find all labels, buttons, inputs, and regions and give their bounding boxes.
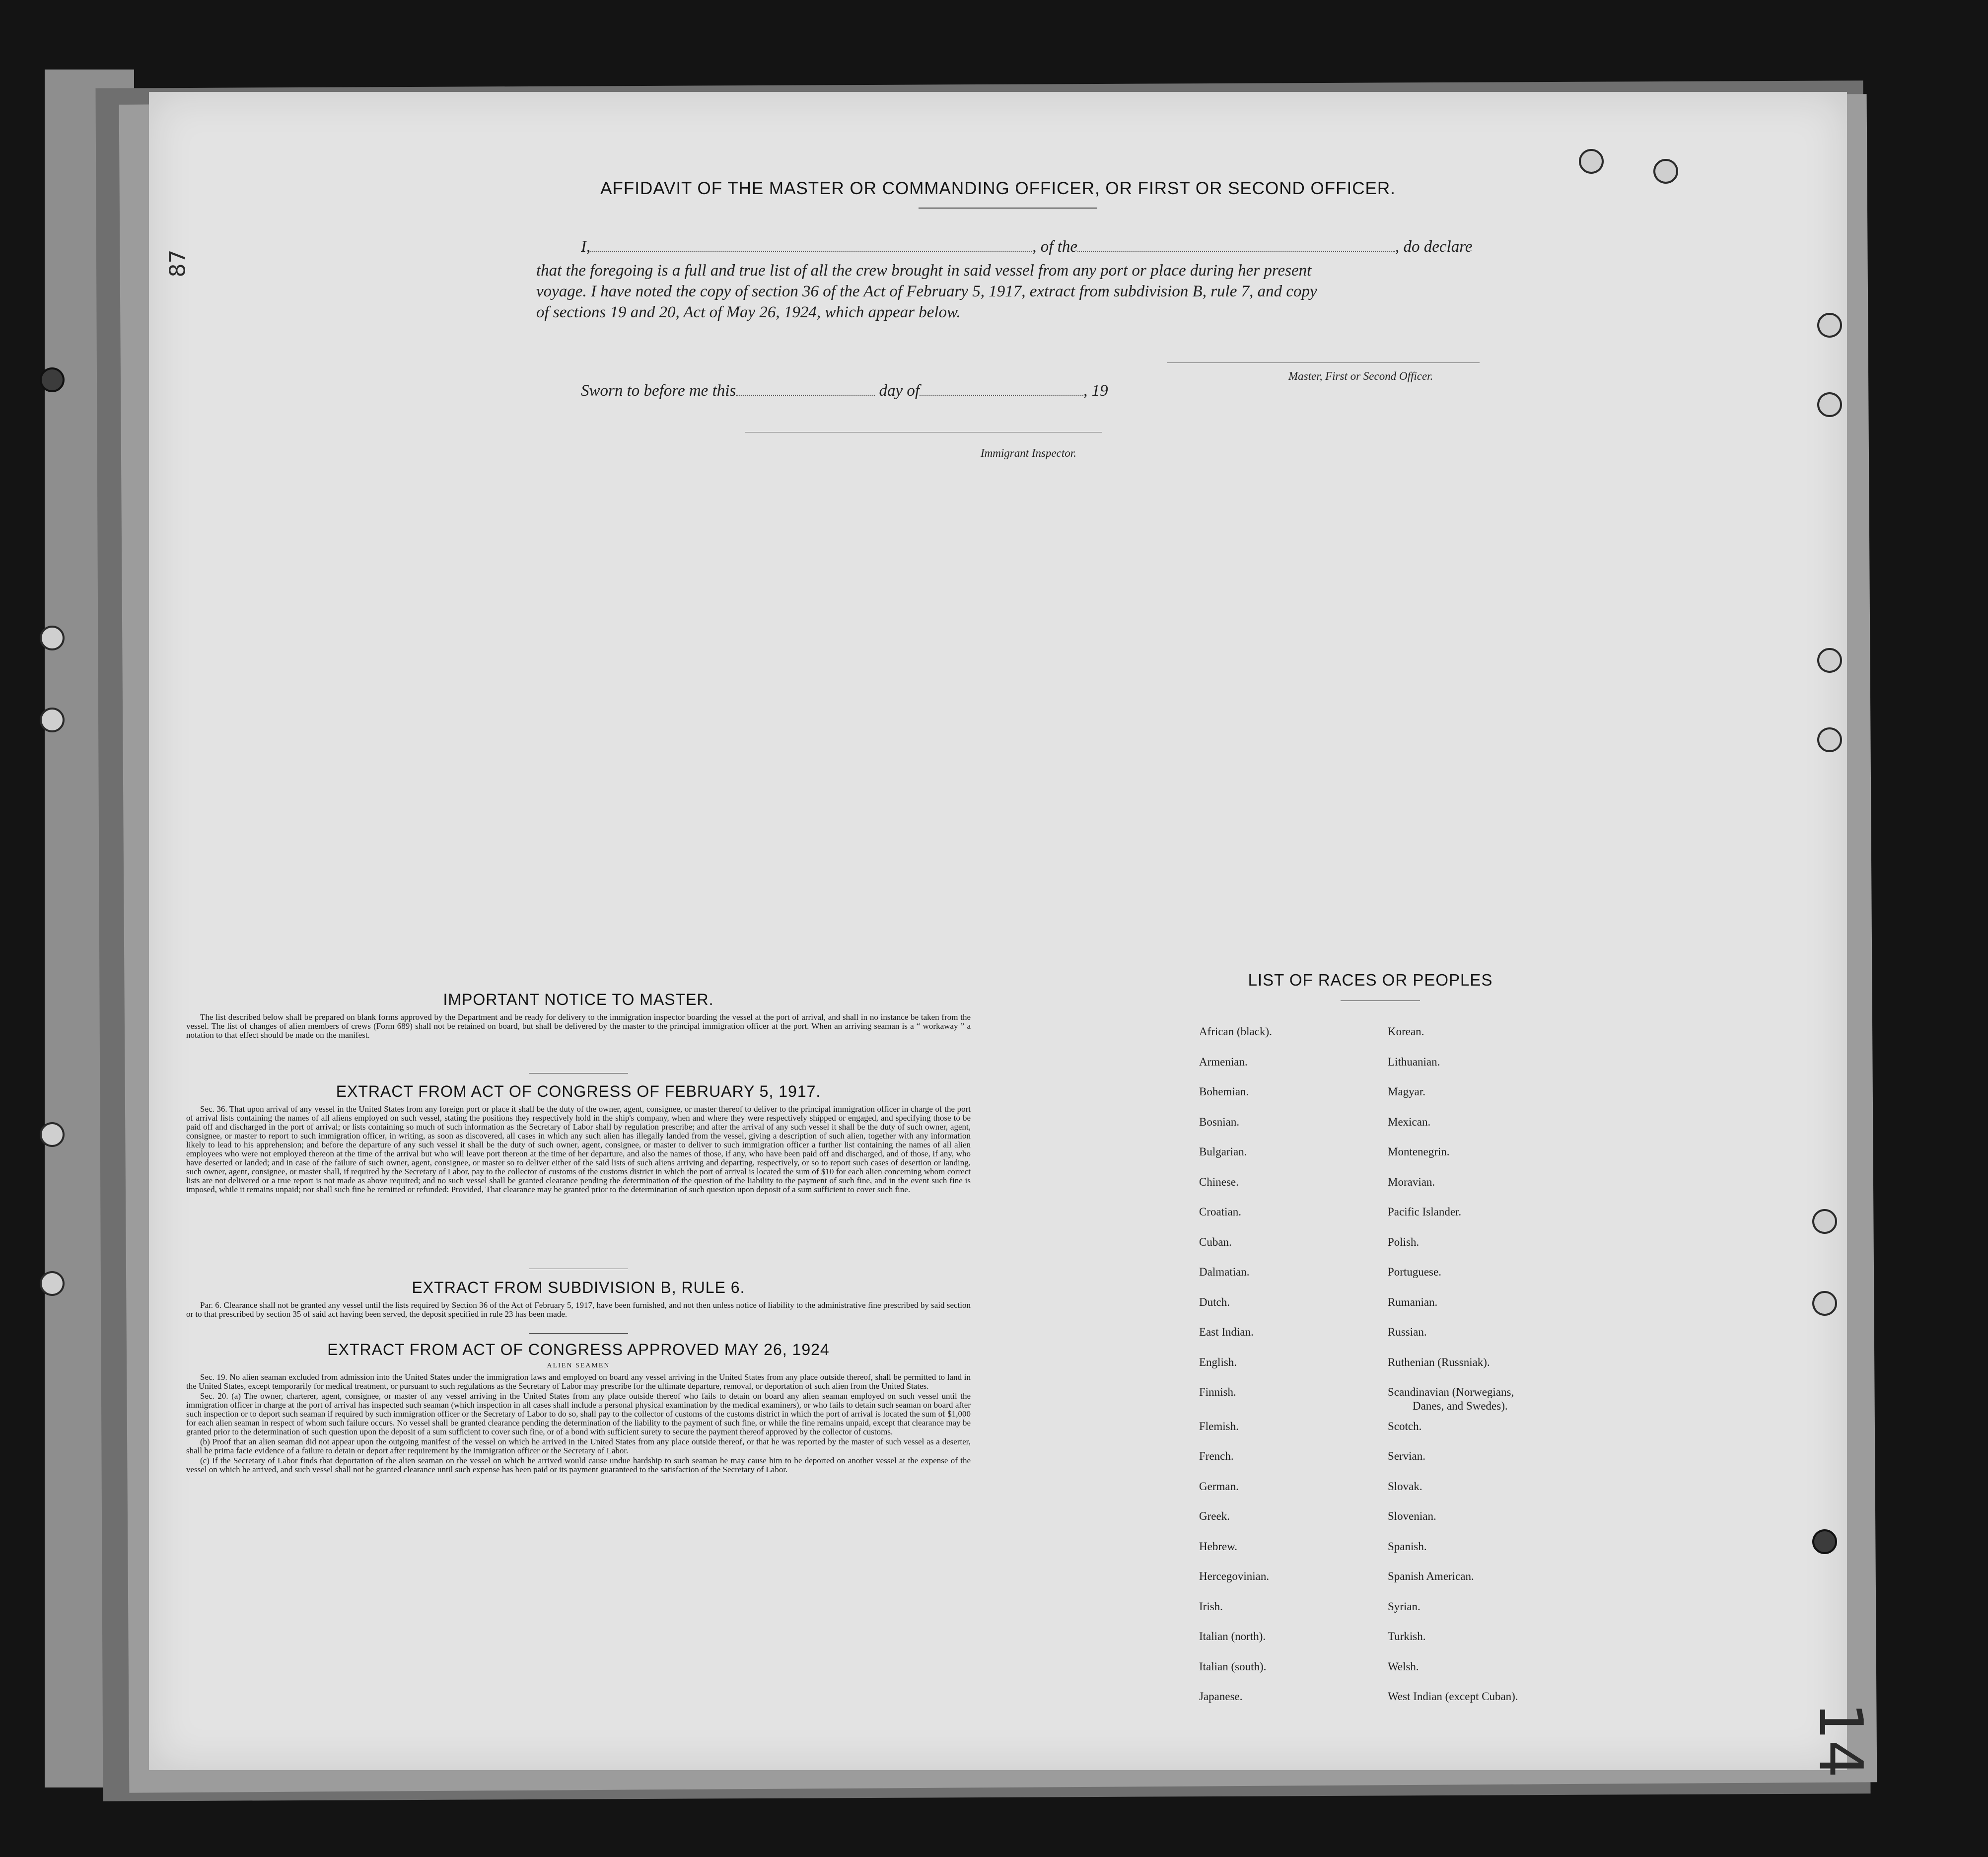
race-item: Spanish American. [1388,1570,1474,1582]
binder-hole [40,626,65,650]
affidavit-i: I, [581,238,591,256]
race-item: West Indian (except Cuban). [1388,1690,1518,1703]
race-item: Dalmatian. [1199,1266,1250,1278]
binder-hole [40,708,65,732]
alien-seamen-subtitle: ALIEN SEAMEN [547,1362,610,1369]
extract-1917-body [186,1105,971,1195]
subdivision-b-title: EXTRACT FROM SUBDIVISION B, RULE 6. [412,1279,745,1296]
race-item: Flemish. [1199,1420,1239,1432]
sworn-text: Sworn to before me this [581,382,736,400]
extract-1917-title: EXTRACT FROM ACT OF CONGRESS OF FEBRUARY 5, 1917. [336,1082,821,1100]
master-signature-label: Master, First or Second Officer. [1288,370,1433,382]
race-item: Slovenian. [1388,1510,1436,1522]
race-item: Korean. [1388,1025,1424,1038]
notice-body [186,1013,971,1041]
title-rule [919,208,1097,209]
affidavit-line-2: that the foregoing is a full and true list of all the crew brought in said vessel from any port or place during her present [536,262,1312,280]
sworn-day-blank [736,391,875,396]
sworn-year: , 19 [1083,382,1108,400]
sworn-month-blank [920,391,1083,396]
binder-hole [1812,1209,1837,1234]
section-rule [529,1333,628,1334]
race-item: Scotch. [1388,1420,1422,1432]
race-item: Italian (north). [1199,1630,1266,1643]
binder-hole [40,1122,65,1147]
race-item: Slovak. [1388,1480,1422,1493]
race-item: Turkish. [1388,1630,1426,1643]
binder-hole [1579,149,1604,174]
binder-hole [40,367,65,392]
margin-note: 87 [165,249,191,278]
race-item: Magyar. [1388,1085,1426,1098]
race-item: African (black). [1199,1025,1272,1038]
notice-title: IMPORTANT NOTICE TO MASTER. [443,991,714,1008]
race-item: Moravian. [1388,1176,1435,1188]
race-item: East Indian. [1199,1326,1254,1338]
races-title: LIST OF RACES OR PEOPLES [1248,971,1493,989]
binder-hole [40,1271,65,1296]
binder-hole [1817,648,1842,673]
sec20b-paragraph: (b) Proof that an alien seaman did not appear upon the outgoing manifest of the vessel on which he arrived in the United States from any place outside thereof, or that he was reported by the master of such vessel as a deserter, shall be prima facie evidence of a failure to detain or deport after requirement by the immigration officer or the Secretary of Labor. [186,1437,971,1455]
race-item: Greek. [1199,1510,1230,1522]
race-item: Hercegovinian. [1199,1570,1270,1582]
document-page [149,92,1875,1778]
race-item: Servian. [1388,1450,1426,1462]
race-item: Montenegrin. [1388,1145,1450,1158]
race-item: Japanese. [1199,1690,1243,1703]
sworn-day-of: day of [879,382,920,400]
binder-hole [1817,727,1842,752]
race-item: German. [1199,1480,1239,1493]
par6-paragraph: Par. 6. Clearance shall not be granted any vessel until the lists required by Section 36 of the Act of February 5, 1917, have been furnished, and not then unless notice of liability to the administrative fine prescribed by said section or to that prescribed by section 35 of said act having been served, the deposit specified in rule 23 has been made. [186,1300,971,1319]
race-item: Scandinavian (Norwegians, [1388,1386,1514,1398]
sec36-paragraph: Sec. 36. That upon arrival of any vessel in the United States from any foreign port or place it shall be the duty of the owner, agent, consignee, or master thereof to deliver to the principal immigration officer in charge of the port of arrival lists containing the names of all aliens employed on such vessel, stating the positions they respectively hold in the ship's company, when and where they were respectively shipped or engaged, and specifying those to be paid off and discharged in the port of arrival; or lists containing so much of such information as the Secretary of Labor shall by regulation prescribe; and after the arrival of any such vessel it shall be the duty of such owner, agent, consignee, or master to report to such immigration officer, in writing, as soon as discovered, all cases in which any such alien has illegally landed from the vessel, giving a description of such alien, together with any information likely to lead to his apprehension; and before the departure of any such vessel it shall be the duty of such owner, agent, consignee, or master to deliver to such immigration officer a further list containing the names of all alien employees who were not employed thereon at the time of the arrival but who will leave port thereon at the time of her departure, and also the names of those, if any, who have been paid off and discharged, and of those, if any, who have deserted or landed; and in case of the failure of such owner, agent, consignee, or master so to deliver either of the said lists of such aliens arriving and departing, respectively, or so to report such cases of desertion or landing, such owner, agent, consignee, or master shall, if required by the Secretary of Labor, pay to the collector of customs of the customs district in which the port of arrival is located the sum of $10 for each alien concerning whom correct lists are not delivered or a true report is not made as above required; and no such vessel shall be granted clearance pending the determination of the question of the liability to the payment of such fine, and in the event such fine is imposed, while it remains unpaid; nor shall such fine be remitted or refunded: Provided, That clearance may be granted prior to the determination of such question upon deposit of a sum sufficient to cover such fine. [186,1104,971,1194]
sec20a-paragraph: Sec. 20. (a) The owner, charterer, agent, consignee, or master of any vessel arriving in the United States from any place outside thereof who fails to detain on board any alien seaman employed on such vessel until the immigration officer in charge at the port of arrival has inspected such seaman (which inspection in all cases shall include a personal physical examination by the medical examiners), or who fails to detain such seaman on board after such inspection or to deport such seaman if required by such immigration officer or the Secretary of Labor to do so, shall pay to the collector of customs of the customs district in which the port of arrival is located the sum of $1,000 for each alien seaman in respect of whom such failure occurs. No vessel shall be granted clearance pending the determination of the liability to the payment of such fine, or while the fine remains unpaid, except that clearance may be granted prior to the determination of such question upon the deposit of a sum sufficient to cover such fine, or of a bond with sufficient surety to secure the payment thereof approved by the collector of customs. [186,1391,971,1436]
race-item: Bohemian. [1199,1085,1249,1098]
sec19-paragraph: Sec. 19. No alien seaman excluded from admission into the United States under the immigration laws and employed on board any vessel arriving in the United States from any place outside thereof, shall be permitted to land in the United States, except temporarily for medical treatment, or pursuant to such regulations as the Secretary of Labor may prescribe for the ultimate departure, removal, or deportation of such alien from the United States. [186,1372,971,1391]
master-signature-line [1167,362,1480,363]
race-item: Portuguese. [1388,1266,1441,1278]
races-title-rule [1341,1000,1420,1001]
affidavit-of-the: , of the [1032,238,1077,256]
affidavit-title: AFFIDAVIT OF THE MASTER OR COMMANDING OFFICER, OR FIRST OR SECOND OFFICER. [600,179,1396,198]
race-item: Russian. [1388,1326,1427,1338]
race-item: Cuban. [1199,1236,1232,1248]
race-item: Bosnian. [1199,1116,1240,1128]
race-item-continuation: Danes, and Swedes). [1413,1400,1508,1412]
inspector-signature-label: Immigrant Inspector. [981,447,1076,459]
race-item: Dutch. [1199,1296,1230,1308]
race-item: Mexican. [1388,1116,1431,1128]
race-item: Ruthenian (Russniak). [1388,1356,1490,1368]
binder-hole [1812,1529,1837,1554]
race-item: Syrian. [1388,1600,1420,1613]
race-item: Armenian. [1199,1056,1248,1068]
affidavit-line-3: voyage. I have noted the copy of section 36 of the Act of February 5, 1917, extract from subdivision B, rule 7, and copy [536,283,1317,300]
race-item: Pacific Islander. [1388,1206,1462,1218]
race-item: Irish. [1199,1600,1223,1613]
notice-paragraph: The list described below shall be prepared on blank forms approved by the Department and be ready for delivery to the immigration inspector boarding the vessel at the port of arrival, and shall in no instance be taken from the vessel. The list of changes of alien members of crews (Form 689) shall not be retained on board, but shall be delivered by the master to the principal immigration officer at the port. When an arriving seaman is a “ workaway ” a notation to that effect should be made on the manifest. [186,1012,971,1040]
affidavit-declare: , do declare [1395,238,1473,256]
extract-1924-title: EXTRACT FROM ACT OF CONGRESS APPROVED MAY 26, 1924 [327,1341,830,1358]
affidavit-line-4: of sections 19 and 20, Act of May 26, 1924, which appear below. [536,303,961,321]
vessel-name-blank [1077,247,1395,252]
race-item: Hebrew. [1199,1540,1238,1553]
race-item: French. [1199,1450,1234,1462]
sworn-line [581,380,1226,402]
subdivision-b-body [186,1301,971,1320]
binder-hole [1817,392,1842,417]
race-item: Bulgarian. [1199,1145,1247,1158]
binder-hole [1817,313,1842,338]
master-name-blank [590,247,1032,252]
page-number: 14 [1805,1702,1875,1778]
race-item: Polish. [1388,1236,1420,1248]
binder-hole [1812,1291,1837,1316]
sec20c-paragraph: (c) If the Secretary of Labor finds that deportation of the alien seaman on the vessel on which he arrived would cause undue hardship to such seaman he may cause him to be deported on another vessel at the expense of the vessel on which he arrived, and such vessel shall not be granted clearance until such expense has been paid or its payment guaranteed to the satisfaction of the Secretary of Labor. [186,1456,971,1474]
race-item: Lithuanian. [1388,1056,1440,1068]
race-item: Croatian. [1199,1206,1241,1218]
race-item: Welsh. [1388,1660,1419,1673]
race-item: English. [1199,1356,1237,1368]
race-item: Chinese. [1199,1176,1239,1188]
affidavit-line-1 [581,236,1643,258]
race-item: Rumanian. [1388,1296,1438,1308]
race-item: Italian (south). [1199,1660,1267,1673]
race-item: Spanish. [1388,1540,1427,1553]
extract-1924-body [186,1373,971,1475]
legal-notices-column [186,991,971,1686]
race-item: Finnish. [1199,1386,1236,1398]
